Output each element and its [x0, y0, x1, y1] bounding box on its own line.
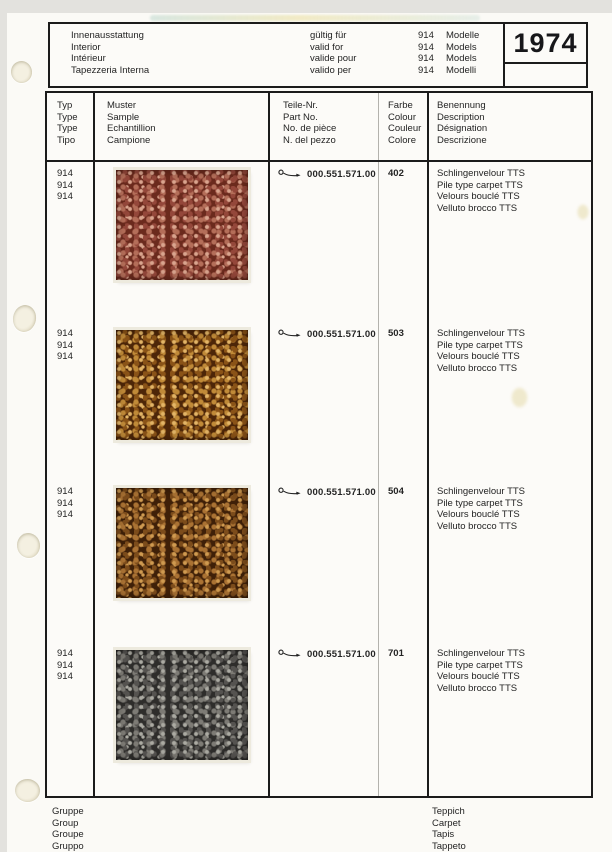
part-number-cell	[278, 169, 376, 180]
table-row	[47, 168, 591, 326]
document-header-box	[48, 22, 588, 88]
group-label: Gruppe Group Groupe Gruppo	[52, 806, 84, 852]
part-number: 000.551.571.00	[307, 169, 376, 180]
header-row-divider	[47, 160, 591, 162]
subject-en: Interior	[71, 41, 101, 53]
part-number: 000.551.571.00	[307, 329, 376, 340]
type-codes: 914 914 914	[57, 486, 73, 521]
col-header-colour: Farbe Colour Couleur Colore	[388, 100, 422, 146]
model-year: 1974	[513, 28, 578, 58]
circle-arrow-icon	[278, 487, 302, 498]
subject-title	[71, 30, 149, 76]
year-box-underline	[505, 62, 586, 64]
sample-table	[45, 91, 593, 798]
colour-code: 503	[388, 328, 404, 339]
group-value: Teppich Carpet Tapis Tappeto	[432, 806, 466, 852]
description: Schlingenvelour TTS Pile type carpet TTS Velours bouclé TTS Velluto brocco TTS	[437, 168, 526, 214]
circle-arrow-icon	[278, 329, 302, 340]
part-number-cell	[278, 329, 376, 340]
type-codes: 914 914 914	[57, 168, 73, 203]
description: Schlingenvelour TTS Pile type carpet TTS Velours bouclé TTS Velluto brocco TTS	[437, 486, 526, 532]
description: Schlingenvelour TTS Pile type carpet TTS Velours bouclé TTS Velluto brocco TTS	[437, 328, 526, 374]
colour-code: 504	[388, 486, 404, 497]
model-names: Modelle Models Models Modelli	[446, 30, 480, 76]
model-numbers: 914 914 914 914	[418, 30, 434, 76]
carpet-sample-swatch	[116, 488, 248, 598]
col-header-description: Benennung Description Désignation Descrizione	[437, 100, 488, 146]
carpet-sample-swatch	[116, 330, 248, 440]
table-row	[47, 486, 591, 644]
part-number-cell	[278, 649, 376, 660]
circle-arrow-icon	[278, 649, 302, 660]
subject-de: Innenausstattung	[71, 30, 144, 41]
description: Schlingenvelour TTS Pile type carpet TTS Velours bouclé TTS Velluto brocco TTS	[437, 648, 526, 694]
subject-fr: Intérieur	[71, 53, 106, 65]
type-codes: 914 914 914	[57, 648, 73, 683]
table-row	[47, 648, 591, 806]
part-number-cell	[278, 487, 376, 498]
table-row	[47, 328, 591, 486]
col-header-part-no: Teile-Nr. Part No. No. de pièce N. del pezzo	[283, 100, 337, 146]
part-number: 000.551.571.00	[307, 487, 376, 498]
scan-streak	[150, 15, 480, 21]
col-header-type: Typ Type Type Tipo	[57, 100, 78, 146]
carpet-sample-swatch	[116, 650, 248, 760]
colour-code: 402	[388, 168, 404, 179]
col-header-sample: Muster Sample Echantillion Campione	[107, 100, 156, 146]
subject-it: Tapezzeria Interna	[71, 64, 150, 76]
paper-stain	[511, 387, 528, 408]
colour-code: 701	[388, 648, 404, 659]
circle-arrow-icon	[278, 169, 302, 180]
paper-stain	[577, 204, 589, 220]
valid-for-label: gültig für valid for valide pour valido per	[310, 30, 357, 76]
carpet-sample-swatch	[116, 170, 248, 280]
part-number: 000.551.571.00	[307, 649, 376, 660]
type-codes: 914 914 914	[57, 328, 73, 363]
